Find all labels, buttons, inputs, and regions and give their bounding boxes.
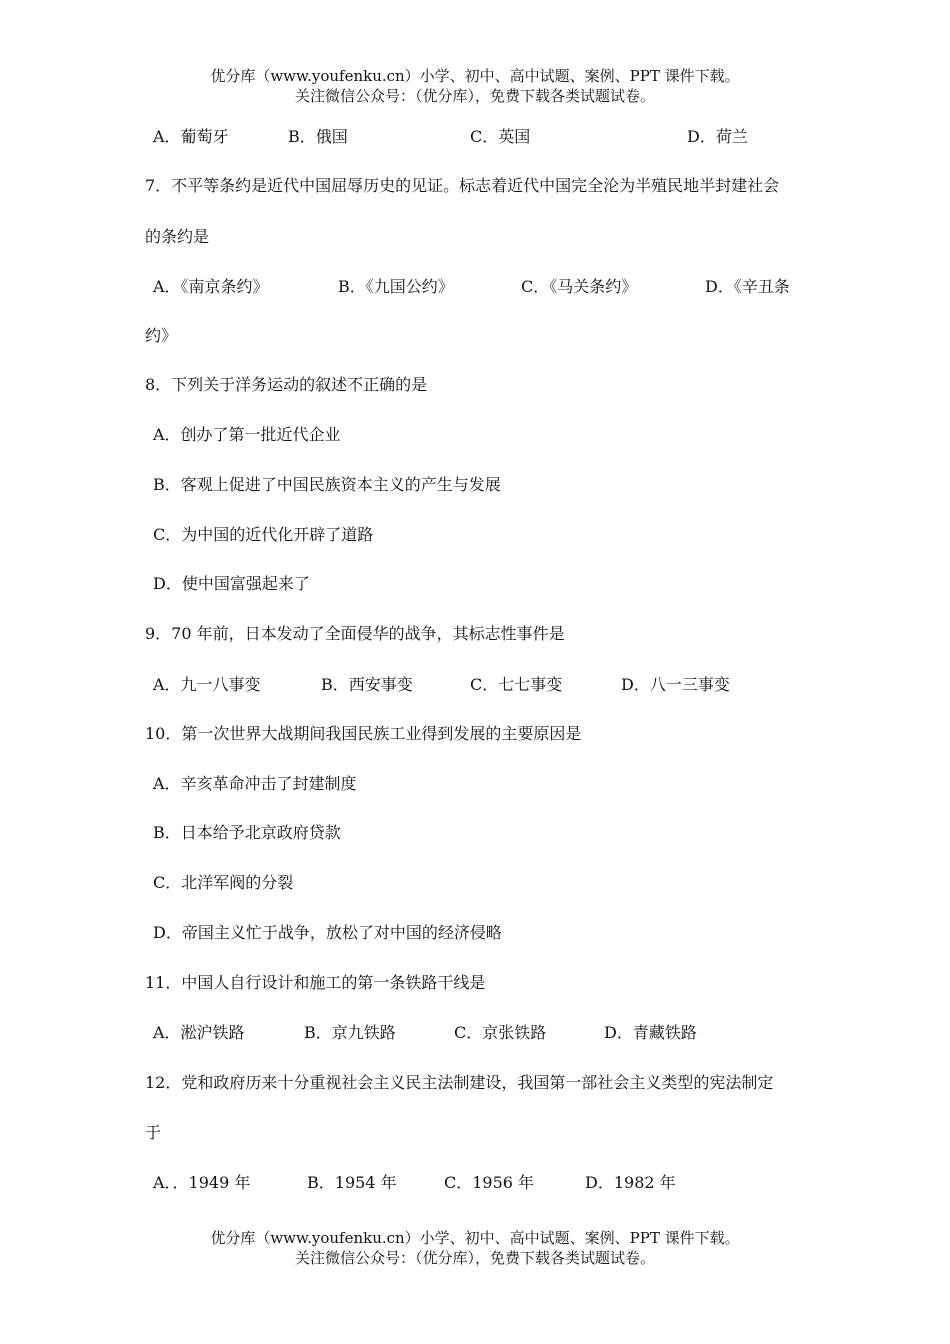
footer-line-2: 关注微信公众号：（优分库），免费下载各类试题试卷。 [294, 1249, 655, 1267]
option-b: B．《九国公约》 [338, 277, 454, 296]
question-7-stem-cont: 的条约是 [145, 227, 210, 246]
option-c: C．北洋军阀的分裂 [153, 873, 294, 892]
option-a: A．葡萄牙 [153, 127, 229, 146]
option-d: D．《辛丑条 [705, 277, 790, 296]
option-b: B．1954 年 [307, 1173, 397, 1192]
page-footer [0, 1228, 950, 1268]
question-8-stem: 8．下列关于洋务运动的叙述不正确的是 [145, 375, 428, 394]
option-d: D．帝国主义忙于战争，放松了对中国的经济侵略 [153, 923, 502, 942]
option-d: D．荷兰 [687, 127, 748, 146]
option-d: D．青藏铁路 [604, 1023, 697, 1042]
option-a: A．淞沪铁路 [153, 1023, 245, 1042]
option-d-wrap: 约》 [145, 326, 178, 345]
header-line-1: 优分库（www.youfenku.cn）小学、初中、高中试题、案例、PPT 课件下载。 [210, 67, 740, 85]
question-7-stem: 7．不平等条约是近代中国屈辱历史的见证。标志着近代中国完全沦为半殖民地半封建社会 [145, 176, 780, 195]
option-b: B．西安事变 [321, 675, 413, 694]
option-d: D．八一三事变 [621, 675, 730, 694]
option-a: A．九一八事变 [153, 675, 261, 694]
header-line-2: 关注微信公众号：（优分库），免费下载各类试题试卷。 [294, 87, 655, 105]
option-a: A．辛亥革命冲击了封建制度 [153, 774, 357, 793]
option-a: A．．1949 年 [153, 1173, 251, 1192]
question-10-stem: 10．第一次世界大战期间我国民族工业得到发展的主要原因是 [145, 724, 582, 743]
option-c: C．京张铁路 [454, 1023, 547, 1042]
question-12-stem-cont: 于 [145, 1123, 162, 1142]
option-d: D．使中国富强起来了 [153, 574, 310, 593]
option-a: A．《南京条约》 [153, 277, 269, 296]
option-c: C．英国 [470, 127, 531, 146]
option-b: B．客观上促进了中国民族资本主义的产生与发展 [153, 475, 501, 494]
option-c: C．七七事变 [470, 675, 563, 694]
question-12-stem: 12．党和政府历来十分重视社会主义民主法制建设，我国第一部社会主义类型的宪法制定 [145, 1073, 774, 1092]
question-11-stem: 11．中国人自行设计和施工的第一条铁路干线是 [145, 973, 486, 992]
option-b: B．俄国 [288, 127, 348, 146]
option-b: B．日本给予北京政府贷款 [153, 823, 341, 842]
footer-line-1: 优分库（www.youfenku.cn）小学、初中、高中试题、案例、PPT 课件下载。 [210, 1229, 740, 1247]
option-b: B．京九铁路 [304, 1023, 396, 1042]
page-header [0, 66, 950, 106]
question-9-stem: 9．70 年前，日本发动了全面侵华的战争，其标志性事件是 [145, 624, 565, 643]
option-d: D．1982 年 [585, 1173, 676, 1192]
option-c: C．《马关条约》 [521, 277, 638, 296]
option-c: C．为中国的近代化开辟了道路 [153, 525, 374, 544]
option-a: A．创办了第一批近代企业 [153, 425, 341, 444]
option-c: C．1956 年 [444, 1173, 535, 1192]
